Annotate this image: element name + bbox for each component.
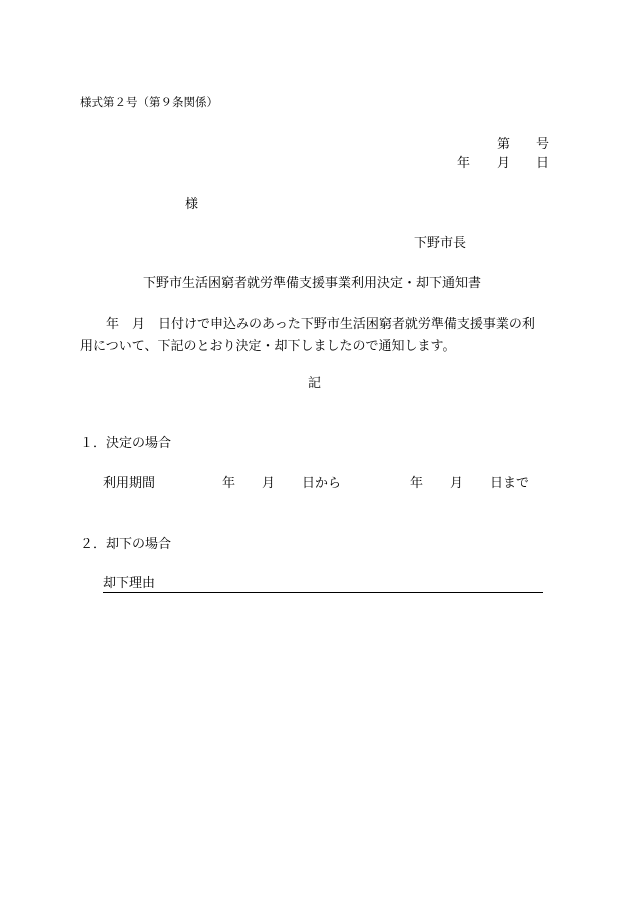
body-year: 年: [106, 317, 120, 332]
period-to-day: 日まで: [490, 476, 530, 491]
date-year: 年: [457, 156, 471, 171]
ki-heading: 記: [308, 376, 322, 391]
form-id: 様式第２号（第９条関係）: [80, 95, 218, 109]
date-day: 日: [536, 156, 550, 171]
period-to-year: 年: [410, 476, 424, 491]
period-from-month: 月: [262, 476, 276, 491]
body-month: 月: [132, 317, 146, 332]
date-month: 月: [497, 156, 511, 171]
period-from-year: 年: [222, 476, 236, 491]
period-to-month: 月: [450, 476, 464, 491]
period-from-day: 日から: [302, 476, 342, 491]
body-line1: 日付けで申込みのあった下野市生活困窮者就労準備支援事業の利: [158, 317, 535, 332]
document-title: 下野市生活困窮者就労準備支援事業利用決定・却下通知書: [143, 276, 482, 291]
reason-label: 却下理由: [103, 576, 156, 591]
reason-underline: [103, 577, 543, 593]
issuer: 下野市長: [414, 236, 467, 251]
number-go: 号: [536, 137, 550, 152]
section2-heading: ２．却下の場合: [80, 537, 172, 552]
period-label: 利用期間: [103, 476, 156, 491]
body-line2: 用について、下記のとおり決定・却下しましたので通知します。: [80, 339, 456, 354]
section1-heading: １．決定の場合: [80, 436, 172, 451]
number-dai: 第: [497, 137, 511, 152]
addressee-suffix: 様: [185, 197, 199, 212]
